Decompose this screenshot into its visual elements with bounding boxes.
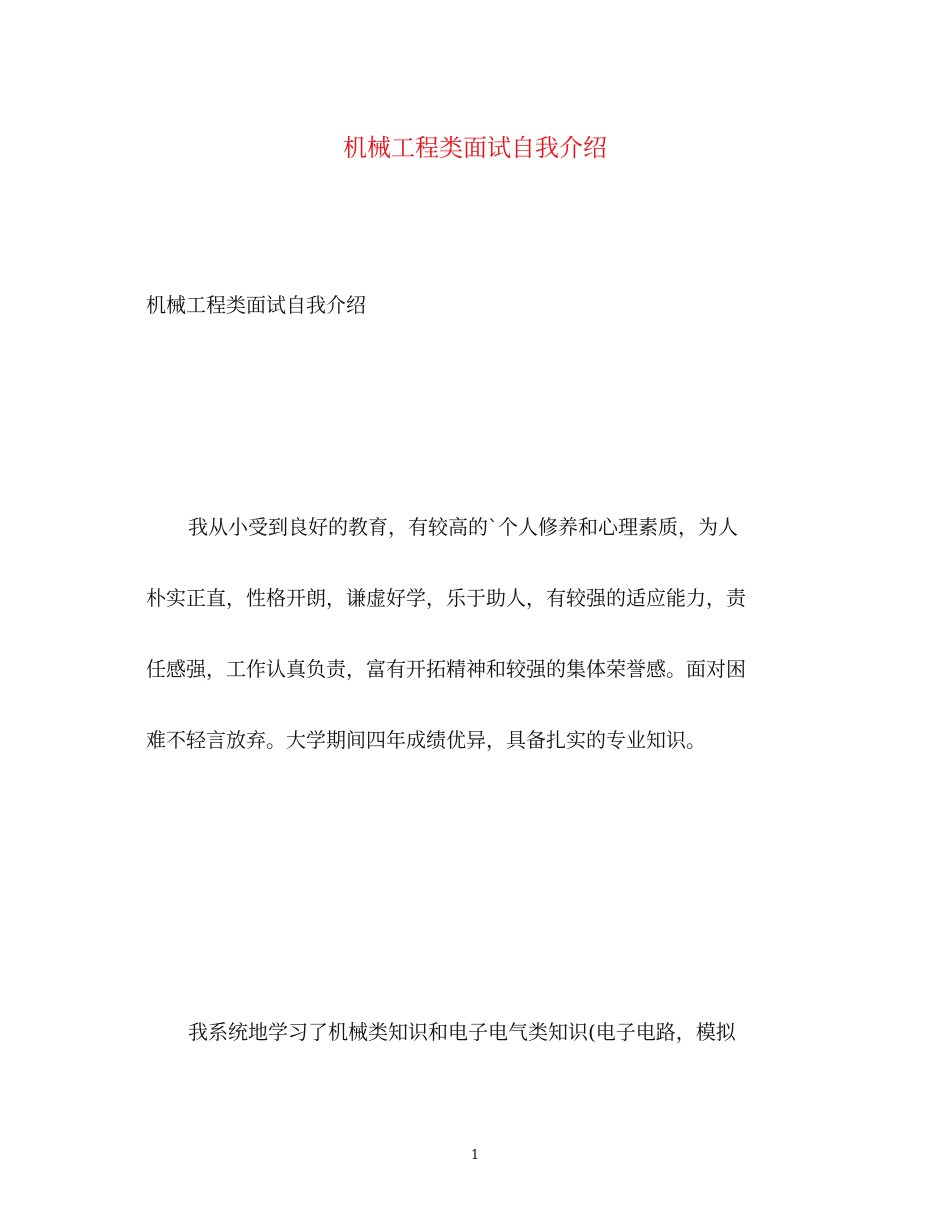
paragraph-line: 我系统地学习了机械类知识和电子电气类知识(电子电路，模拟: [188, 1020, 736, 1044]
paragraph-line: 难不轻言放弃。大学期间四年成绩优异，具备扎实的专业知识。: [146, 728, 706, 752]
page-number: 1: [470, 1148, 480, 1163]
paragraph-studies: [146, 1017, 806, 1047]
paragraph-line: 我从小受到良好的教育，有较高的`个人修养和心理素质，为人: [188, 515, 738, 539]
section-heading: 机械工程类面试自我介绍: [146, 293, 366, 317]
paragraph-self-intro: [146, 512, 806, 755]
paragraph-line: 任感强，工作认真负责，富有开拓精神和较强的集体荣誉感。面对困: [146, 657, 746, 681]
page-title: 机械工程类面试自我介绍: [343, 134, 607, 162]
paragraph-line: 朴实正直，性格开朗，谦虚好学，乐于助人，有较强的适应能力，责: [146, 586, 746, 610]
